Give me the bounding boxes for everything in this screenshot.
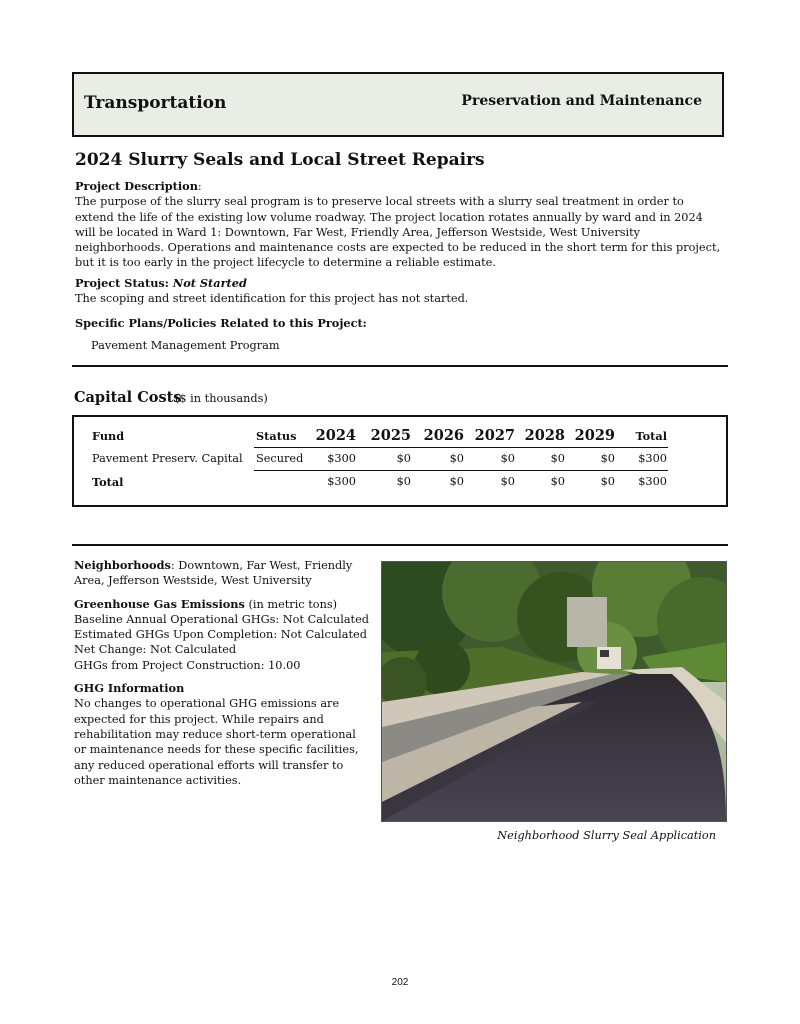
fund-name: Pavement Preserv. Capital [92, 452, 243, 465]
total-cell: $0 [500, 475, 515, 488]
page-number: 202 [391, 977, 409, 988]
ghg-line: GHGs from Project Construction: 10.00 [74, 658, 301, 672]
total-rule [254, 470, 668, 471]
col-header-year: 2029 [574, 427, 615, 444]
status-text: The scoping and street identification for this project has not started. [75, 292, 469, 306]
total-cell: $300 [638, 475, 667, 488]
status-value: Not Started [172, 276, 247, 290]
project-details [74, 558, 370, 796]
col-header-fund: Fund [92, 429, 125, 443]
status-label: Project Status [75, 276, 165, 290]
ghg-label: Greenhouse Gas Emissions [74, 596, 245, 611]
cost-cell: $0 [449, 452, 464, 465]
neighborhoods-label: Neighborhoods [74, 558, 171, 572]
street-photo [381, 561, 727, 822]
ghg-info-block [74, 681, 370, 788]
ghg-unit: (in metric tons) [248, 597, 338, 611]
project-title: 2024 Slurry Seals and Local Street Repairs [75, 150, 485, 170]
cost-cell: $0 [550, 452, 565, 465]
section-title: Transportation [84, 93, 227, 113]
col-header-year: 2028 [524, 427, 565, 444]
col-header-total: Total [635, 429, 667, 443]
total-cell: $300 [327, 475, 356, 488]
header-rule [254, 447, 668, 448]
divider [72, 544, 728, 546]
capital-costs-units: ($ in thousands) [175, 392, 268, 405]
ghg-info-text: No changes to operational GHG emissions are expected for this project. While repairs and rehabilitation may reduce short-term operational or maintenance needs for these specific facilities, any reduced operational efforts will transfer to other maintenance activities. [74, 697, 359, 787]
ghg-info-label: GHG Information [74, 681, 185, 696]
neighborhoods-block: Neighborhoods: Downtown, Far West, Friendly Area, Jefferson Westside, West University [74, 558, 353, 588]
plans-label: Specific Plans/Policies Related to this Project: [75, 316, 367, 330]
photo-caption: Neighborhood Slurry Seal Application [497, 829, 716, 842]
col-header-year: 2026 [423, 427, 464, 444]
cost-cell: $300 [327, 452, 356, 465]
cost-cell: $0 [396, 452, 411, 465]
cost-cell: $0 [500, 452, 515, 465]
ghg-block [74, 597, 370, 673]
total-cell: $0 [396, 475, 411, 488]
col-header-year: 2024 [315, 427, 356, 444]
ghg-line: Net Change: Not Calculated [74, 643, 237, 657]
total-cell: $0 [449, 475, 464, 488]
description-text: The purpose of the slurry seal program is to preserve local streets with a slurry seal treatment in order to extend the life of the existing low volume roadway. The project location rotates annually by ward and in 2024 will be located in Ward 1: Downtown, Far West, Friendly Area, Jefferson Westside, West University neighborhoods. Operations and maintenance costs are expected to be reduced in the short term for this project, but it is too early in the project lifecycle to determine a reliable estimate. [75, 195, 721, 270]
total-label: Total [92, 475, 124, 489]
project-status: Project Status: Not Started The scoping and street identification for this project has not started. [75, 276, 469, 306]
description-label: Project Description [75, 179, 198, 193]
ghg-line: Baseline Annual Operational GHGs: Not Calculated [74, 612, 370, 626]
col-header-year: 2025 [370, 427, 411, 444]
total-cell: $0 [550, 475, 565, 488]
project-description: Project Description: The purpose of the slurry seal program is to preserve local streets with a slurry seal treatment in order to extend the life of the existing low volume roadway. The project location rotates annually by ward and in 2024 will be located in Ward 1: Downtown, Far West, Friendly Area, Jefferson Westside, West University neighborhoods. Operations and maintenance costs are expected to be reduced in the short term for this project, but it is too early in the project lifecycle to determine a reliable estimate. [75, 179, 721, 270]
section-header [72, 72, 724, 137]
fund-status: Secured [256, 452, 304, 465]
divider [72, 365, 728, 367]
capital-costs-title: Capital Costs [74, 389, 182, 406]
col-header-year: 2027 [474, 427, 515, 444]
col-header-status: Status [256, 429, 297, 443]
ghg-line: Estimated GHGs Upon Completion: Not Calculated [74, 628, 367, 642]
capital-costs-table [72, 415, 728, 507]
total-cell: $0 [600, 475, 615, 488]
slurry-seal-street-image [382, 562, 726, 821]
plans-section [75, 316, 725, 354]
cost-cell: $300 [638, 452, 667, 465]
plan-item: Pavement Management Program [91, 339, 280, 353]
neighborhoods-list: Downtown, Far West, Friendly Area, Jefferson Westside, West University [74, 559, 353, 588]
category-title: Preservation and Maintenance [461, 93, 702, 109]
cost-cell: $0 [600, 452, 615, 465]
